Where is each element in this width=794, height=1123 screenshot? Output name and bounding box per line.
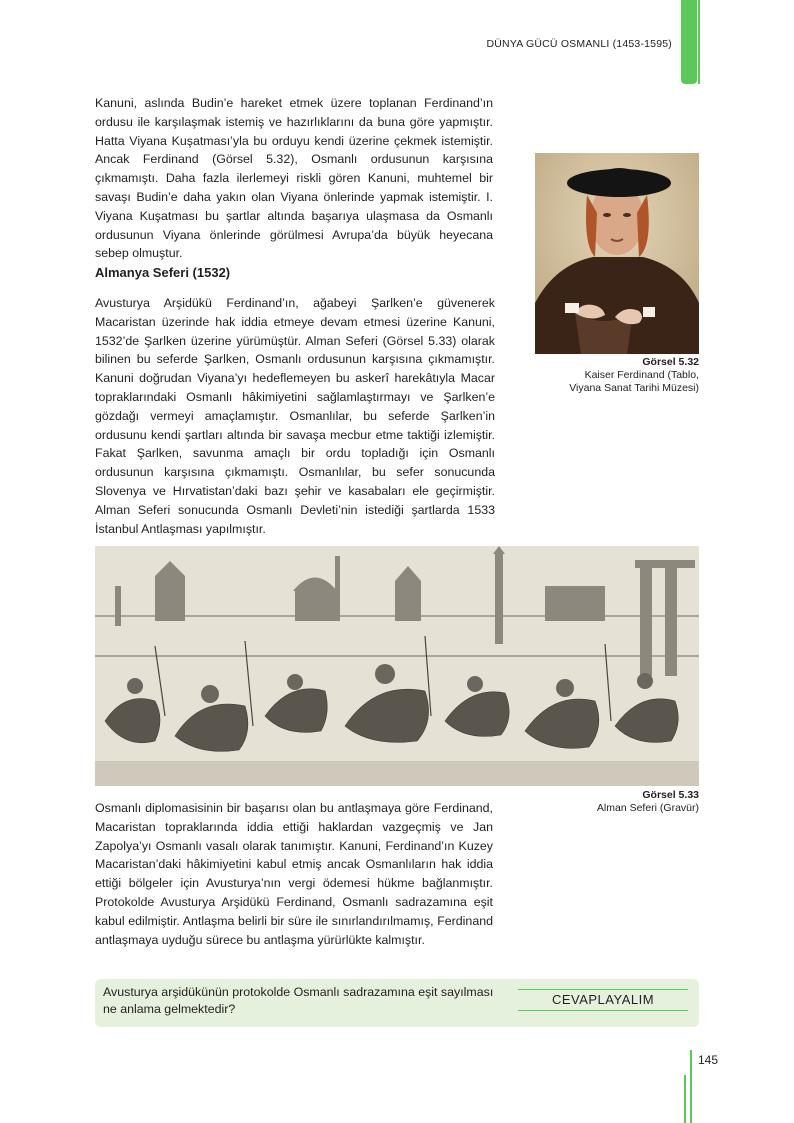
chapter-tab xyxy=(681,0,697,84)
portrait-caption xyxy=(569,356,699,395)
portrait-caption-line1: Kaiser Ferdinand (Tablo, xyxy=(584,369,699,381)
portrait-caption-title: Görsel 5.32 xyxy=(642,356,699,368)
page-rule xyxy=(690,1050,692,1123)
chapter-tab-rule xyxy=(698,0,700,84)
engraving-caption xyxy=(597,789,699,815)
engraving-caption-title: Görsel 5.33 xyxy=(642,789,699,801)
paragraph-antlasma: Osmanlı diplomasisinin bir başarısı olan bu antlaşmaya göre Ferdinand, Macaristan topraklarında iddia ettiği haklardan vazgeçmiş ve Jan Zapolya’yı Osmanlı vasalı olarak tanımıştır. Kanuni, Ferdinand’ın Kuzey Macaristan’daki hâkimiyetini kabul etmiş ancak Osmanlıların hak iddia ettiği bölgeler için Avusturya’nın vergi ödemesi hükme bağlanmıştır. Protokolde Avusturya Arşidükü Ferdinand, Osmanlı sadrazamına eşit kabul edilmiştir. Antlaşma belirli bir süre ile sınırlandırılmamış, Ferdinand antlaşmaya uyduğu sürece bu antlaşma yürürlükte kalmıştır. xyxy=(95,801,493,947)
question-text: Avusturya arşidükünün protokolde Osmanlı sadrazamına eşit sayılması ne anlama gelmektedir? xyxy=(103,985,494,1016)
running-header: DÜNYA GÜCÜ OSMANLI (1453-1595) xyxy=(486,38,672,50)
question-box xyxy=(95,979,699,1027)
page-number: 145 xyxy=(698,1053,719,1067)
engraving-caption-line1: Alman Seferi (Gravür) xyxy=(596,802,699,814)
kaiser-ferdinand-portrait xyxy=(535,153,699,354)
page-rule-secondary xyxy=(684,1075,686,1123)
portrait-caption-line2: Viyana Sanat Tarihi Müzesi) xyxy=(569,382,699,394)
paragraph-almanya-seferi: Avusturya Arşidükü Ferdinand’ın, ağabeyi Şarlken’e güvenerek Macaristan üzerinde hak iddia etmeye devam etmesi üzerine Kanuni, 1532’de Şarlken üzerine yürümüştür. Alman Seferi (Görsel 5.33) olarak bilinen bu seferde Şarlken, Osmanlı ordusunun karşısına çıkmamıştır. Kanuni doğrudan Viyana’yı hedeflemeyen bu askerî harekâtıyla Macar topraklarındaki Osmanlı hâkimiyetini sağlamlaştırmayı ve Şarlken’e gözdağı vermeyi amaçlamıştır. Osmanlılar, bu seferde Şarlken’in ordusunu kendi şartları altında bir savaşa mecbur etme taktiği izlemiştir. Fakat Şarlken, savunma amaçlı bir ordu topladığı için Osmanlı ordusunun karşısına çıkmamıştı. Osmanlılar, bu sefer sonucunda Slovenya ve Hırvatistan’daki bazı şehir ve kasabaları ele geçirmiştir. Alman Seferi sonucunda Osmanlı Devleti’nin istediği şartlarda 1533 İstanbul Antlaşması yapılmıştır. xyxy=(95,296,495,536)
answer-label: CEVAPLAYALIM xyxy=(518,989,688,1011)
alman-seferi-engraving xyxy=(95,546,699,786)
paragraph-viyana: Kanuni, aslında Budin’e hareket etmek üzere toplanan Ferdinand’ın ordusu ile karşılaşmak istemiş ve hazırlıklarını da buna göre yapmıştır. Hatta Viyana Kuşatması’yla bu orduyu kendi üzerine çekmek istemiştir. Ancak Ferdinand (Görsel 5.32), Osmanlı ordusunun karşısına çıkmamıştı. Daha fazla ilerlemeyi riskli gören Kanuni, muhtemel bir savaşı Budin’e daha yakın olan Viyana önlerinde yapmak istemiştir. I. Viyana Kuşatması bu şartlar altında başarıya ulaşmasa da Osmanlı ordusunun Viyana önlerinde görülmesi Avrupa’da büyük heyecana sebep olmuştur. xyxy=(95,96,493,261)
section-heading: Almanya Seferi (1532) xyxy=(95,265,231,280)
